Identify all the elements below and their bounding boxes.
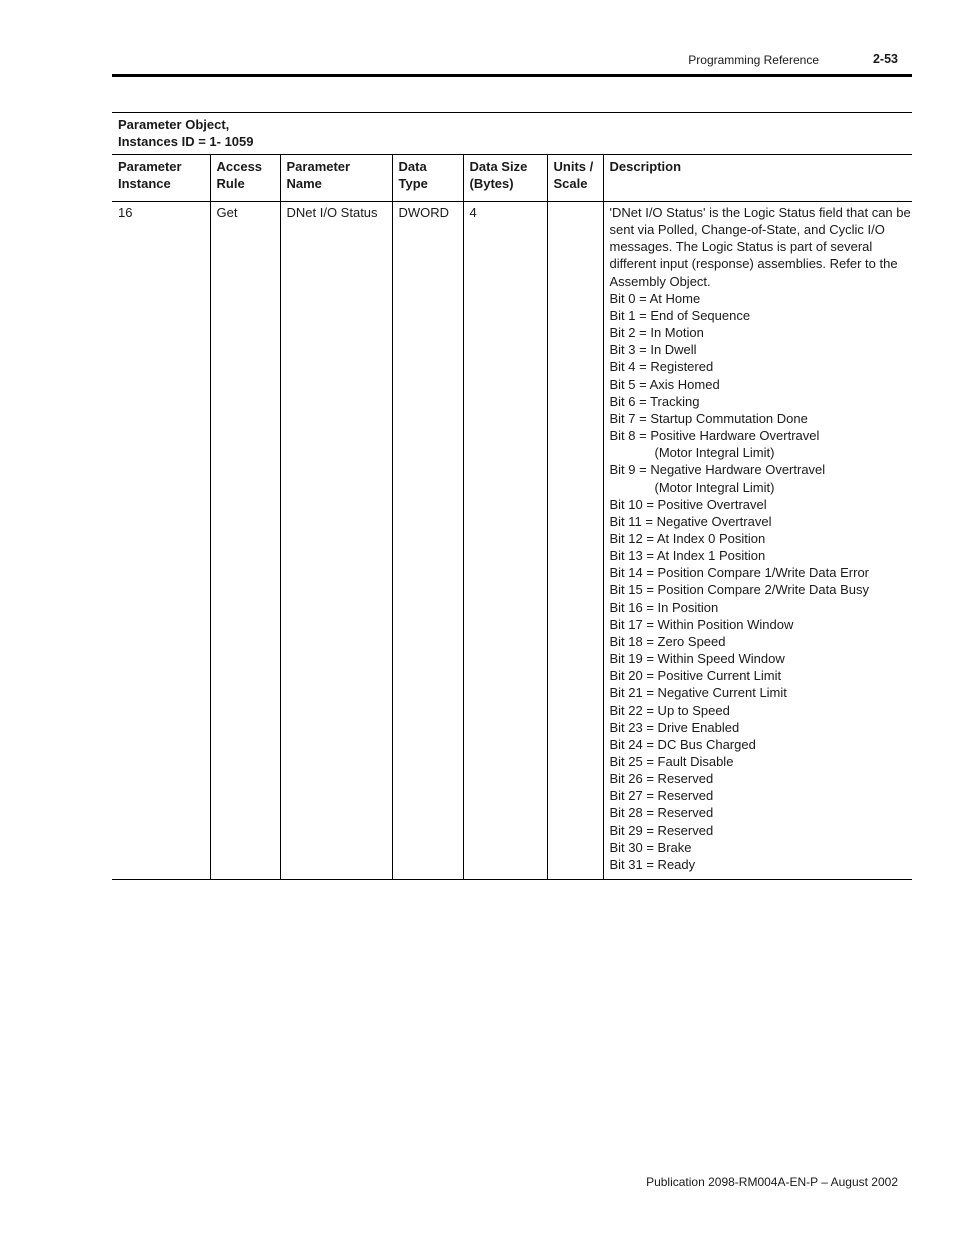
description-line: Bit 14 = Position Compare 1/Write Data Error: [609, 565, 870, 581]
description-line: Bit 8 = Positive Hardware Overtravel: [609, 428, 820, 444]
cell-units-scale: [547, 202, 603, 880]
description-line: Bit 2 = In Motion: [609, 325, 704, 341]
parameter-table: [112, 154, 912, 880]
table-header-row: [112, 155, 912, 202]
description-line: Bit 25 = Fault Disable: [609, 754, 734, 769]
description-line: Bit 21 = Negative Current Limit: [609, 685, 787, 701]
description-line: Bit 26 = Reserved: [609, 771, 714, 787]
description-line: Bit 24 = DC Bus Charged: [609, 736, 756, 752]
cell-data-size: 4: [463, 202, 547, 880]
description-line: Bit 11 = Negative Overtravel: [609, 513, 772, 529]
description-line: Bit 17 = Within Position Window: [609, 616, 794, 632]
description-line: Bit 4 = Registered: [609, 359, 714, 375]
description-line: sent via Polled, Change-of-State, and Cyclic I/O: [609, 222, 885, 238]
description-line: (Motor Integral Limit): [654, 479, 775, 495]
description-line: Bit 16 = In Position: [609, 599, 719, 615]
description-line: Bit 1 = End of Sequence: [609, 307, 751, 323]
description-line: Bit 7 = Startup Commutation Done: [609, 410, 808, 426]
description-line: Bit 9 = Negative Hardware Overtravel: [609, 462, 826, 478]
column-header-data-size: Data Size (Bytes): [463, 155, 547, 202]
description-line: Bit 10 = Positive Overtravel: [609, 496, 767, 512]
cell-data-type: DWORD: [392, 202, 463, 880]
description-line: Assembly Object.: [609, 273, 711, 289]
description-line: Bit 27 = Reserved: [609, 788, 714, 804]
description-line: Bit 19 = Within Speed Window: [609, 651, 785, 667]
column-header-description: Description: [603, 155, 912, 202]
cell-access-rule: Get: [210, 202, 280, 880]
description-line: Bit 29 = Reserved: [609, 822, 714, 838]
table-row: [112, 202, 912, 880]
object-title-line1: Parameter Object,: [118, 117, 230, 132]
description-line: (Motor Integral Limit): [654, 445, 775, 461]
description-line: Bit 3 = In Dwell: [609, 342, 697, 358]
description-lines: [609, 204, 911, 873]
page-number: 2-53: [872, 52, 898, 66]
description-line: Bit 5 = Axis Homed: [609, 376, 720, 392]
description-line: different input (response) assemblies. Refer to the: [609, 256, 898, 272]
column-header-data-type: Data Type: [392, 155, 463, 202]
description-line: Bit 23 = Drive Enabled: [609, 719, 740, 735]
column-header-parameter-name: Parameter Name: [280, 155, 392, 202]
publication-footer: Publication 2098-RM004A-EN-P – August 2002: [646, 1175, 898, 1189]
description-line: Bit 13 = At Index 1 Position: [609, 548, 766, 564]
description-line: Bit 6 = Tracking: [609, 393, 700, 409]
column-header-units-scale: Units / Scale: [547, 155, 603, 202]
column-header-parameter-instance: Parameter Instance: [112, 155, 210, 202]
cell-instance: 16: [112, 202, 210, 880]
header-rule: [112, 74, 912, 77]
description-line: Bit 28 = Reserved: [609, 805, 714, 821]
description-line: Bit 15 = Position Compare 2/Write Data Busy: [609, 582, 870, 598]
description-line: messages. The Logic Status is part of several: [609, 239, 873, 255]
description-line: Bit 18 = Zero Speed: [609, 633, 726, 649]
description-line: Bit 12 = At Index 0 Position: [609, 530, 766, 546]
cell-description: [603, 202, 912, 880]
cell-parameter-name: DNet I/O Status: [280, 202, 392, 880]
description-line: Bit 30 = Brake: [609, 839, 692, 855]
description-line: Bit 20 = Positive Current Limit: [609, 668, 782, 684]
object-title: [112, 112, 912, 150]
running-header-section: Programming Reference: [688, 53, 819, 67]
description-line: Bit 0 = At Home: [609, 290, 701, 306]
description-line: Bit 31 = Ready: [609, 856, 696, 872]
object-title-line2: Instances ID = 1- 1059: [118, 134, 254, 149]
description-line: 'DNet I/O Status' is the Logic Status field that can be: [609, 205, 911, 220]
column-header-access-rule: Access Rule: [210, 155, 280, 202]
description-line: Bit 22 = Up to Speed: [609, 702, 730, 718]
